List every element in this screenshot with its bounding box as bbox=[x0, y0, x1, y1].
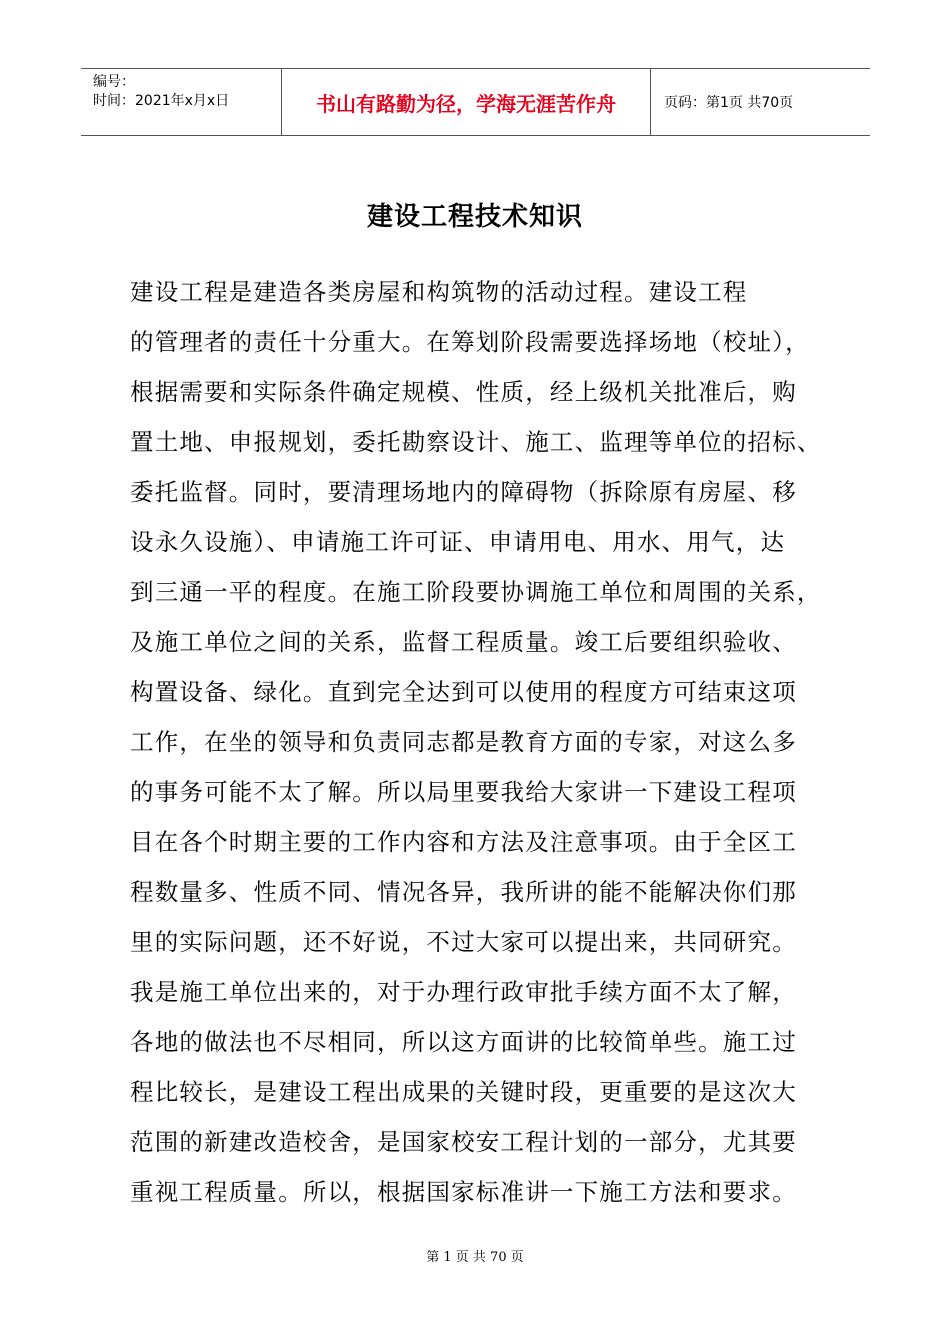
document-header bbox=[81, 68, 870, 136]
body-line: 我是施工单位出来的，对于办理行政审批手续方面不太了解， bbox=[130, 978, 797, 1006]
body-line: 程数量多、性质不同、情况各异，我所讲的能不能解决你们那 bbox=[130, 878, 797, 906]
body-line: 工作，在坐的领导和负责同志都是教育方面的专家，对这么多 bbox=[130, 728, 797, 756]
body-line: 重视工程质量。所以，根据国家标准讲一下施工方法和要求。 bbox=[130, 1178, 797, 1206]
body-line: 构置设备、绿化。直到完全达到可以使用的程度方可结束这项 bbox=[130, 678, 797, 706]
body-line: 到三通一平的程度。在施工阶段要协调施工单位和周围的关系， bbox=[130, 578, 822, 606]
page-footer: 第 1 页 共 70 页 bbox=[426, 1250, 524, 1265]
document-title: 建设工程技术知识 bbox=[366, 202, 583, 232]
body-line: 委托监督。同时，要清理场地内的障碍物（拆除原有房屋、移 bbox=[130, 478, 797, 506]
body-line: 的事务可能不太了解。所以局里要我给大家讲一下建设工程项 bbox=[130, 778, 797, 806]
body-line: 设永久设施）、申请施工许可证、申请用电、用水、用气，达 bbox=[130, 528, 786, 556]
date-label: 时间：2021年x月x日 bbox=[93, 93, 230, 109]
body-line: 置土地、申报规划，委托勘察设计、施工、监理等单位的招标、 bbox=[130, 428, 822, 456]
body-line: 范围的新建改造校舍，是国家校安工程计划的一部分，尤其要 bbox=[130, 1128, 797, 1156]
body-line: 里的实际问题，还不好说，不过大家可以提出来，共同研究。 bbox=[130, 928, 797, 956]
serial-number-label: 编号： bbox=[93, 74, 135, 90]
body-line: 根据需要和实际条件确定规模、性质，经上级机关批准后，购 bbox=[130, 378, 797, 406]
header-page-info: 页码：第1页 共70页 bbox=[664, 95, 794, 111]
body-line: 各地的做法也不尽相同，所以这方面讲的比较简单些。施工过 bbox=[130, 1028, 797, 1056]
body-line: 建设工程是建造各类房屋和构筑物的活动过程。建设工程 bbox=[130, 278, 748, 306]
body-line: 的管理者的责任十分重大。在筹划阶段需要选择场地（校址）， bbox=[130, 328, 810, 356]
body-line: 及施工单位之间的关系，监督工程质量。竣工后要组织验收、 bbox=[130, 628, 797, 656]
header-motto: 书山有路勤为径，学海无涯苦作舟 bbox=[281, 69, 651, 135]
body-line: 程比较长，是建设工程出成果的关键时段，更重要的是这次大 bbox=[130, 1078, 797, 1106]
body-text bbox=[130, 272, 850, 1222]
header-meta bbox=[81, 69, 281, 135]
body-line: 目在各个时期主要的工作内容和方法及注意事项。由于全区工 bbox=[130, 828, 797, 856]
